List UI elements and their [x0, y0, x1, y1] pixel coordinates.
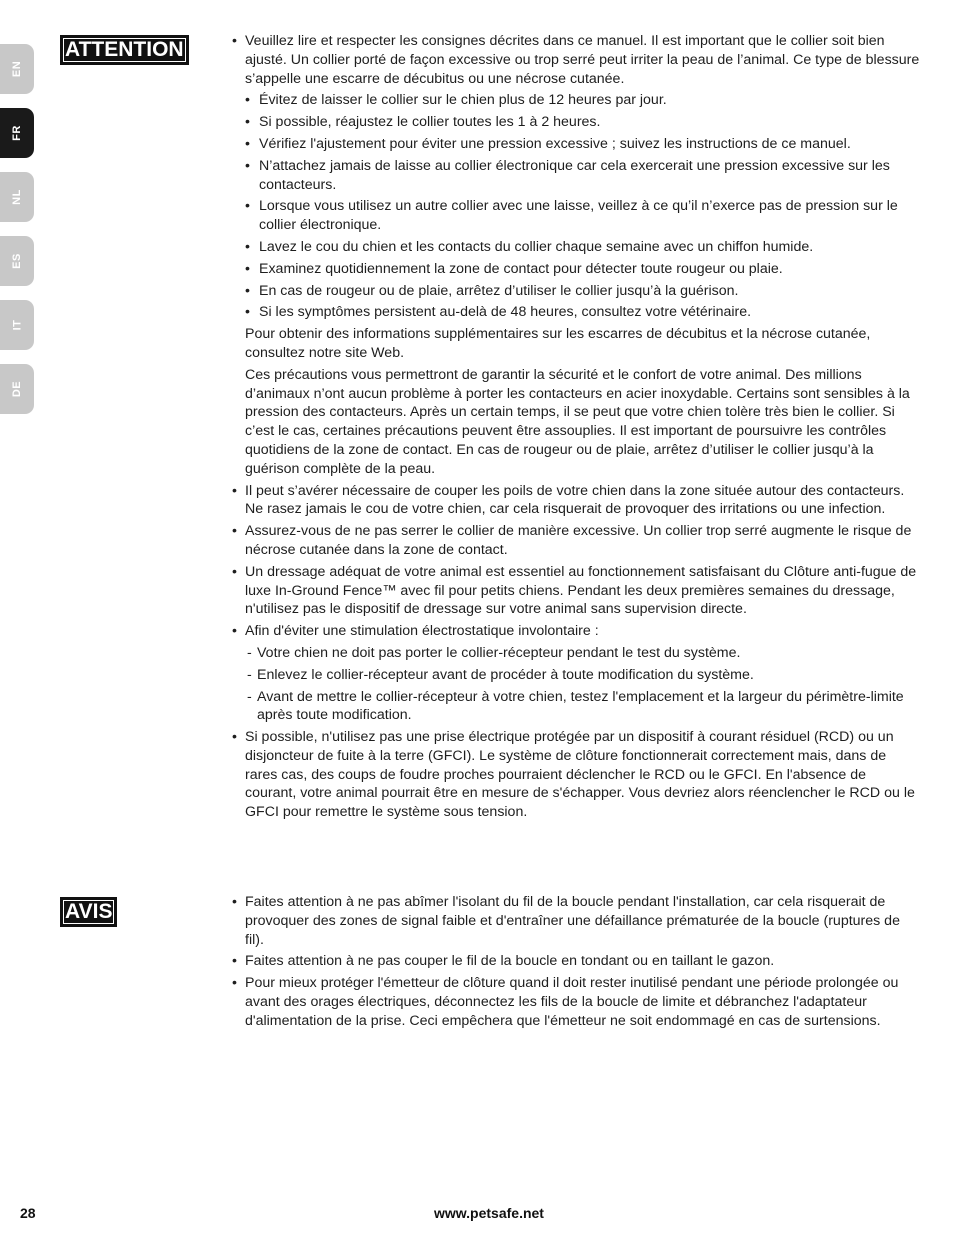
language-tab-it[interactable] — [0, 300, 34, 350]
list-item: • Veuillez lire et respecter les consignes décrites dans ce manuel. Il est important que le collier soit bien ajusté. Un collier porté de façon excessive ou trop serré peut irriter la peau de l’animal. Ce type de blessure s’appelle une escarre de décubitus ou une nécrose cutanée. — [232, 32, 920, 88]
list-item: • Si possible, réajustez le collier toutes les 1 à 2 heures. — [245, 113, 920, 132]
language-tabs — [0, 44, 34, 428]
list-item: • Examinez quotidiennement la zone de contact pour détecter toute rougeur ou plaie. — [245, 260, 920, 279]
list-item: • Lavez le cou du chien et les contacts du collier chaque semaine avec un chiffon humide. — [245, 238, 920, 257]
list-item: • N’attachez jamais de laisse au collier électronique car cela exercerait une pression excessive sur les contacteurs. — [245, 157, 920, 195]
avis-label: AVIS — [60, 897, 117, 927]
page-number: 28 — [20, 1205, 36, 1221]
language-tab-en[interactable] — [0, 44, 34, 94]
language-tab-nl[interactable] — [0, 172, 34, 222]
list-item: - Votre chien ne doit pas porter le collier-récepteur pendant le test du système. — [247, 644, 920, 663]
list-item: • Vérifiez l'ajustement pour éviter une pression excessive ; suivez les instructions de ce manuel. — [245, 135, 920, 154]
list-item: • Faites attention à ne pas couper le fil de la boucle en tondant ou en taillant le gazon. — [232, 952, 920, 971]
list-item: • Un dressage adéquat de votre animal est essentiel au fonctionnement satisfaisant du Clôture anti-fugue de luxe In-Ground Fence™ avec fil pour petits chiens. Pendant les deux premières semaines du dressage, n'utilisez pas le dispositif de dressage sur votre animal sans supervision directe. — [232, 563, 920, 619]
language-tab-label: FR — [10, 125, 23, 141]
list-item: • Pour mieux protéger l'émetteur de clôture quand il doit rester inutilisé pendant une période prolongée ou avant des orages électriques, déconnectez les fils de la boucle de limite et débranchez l'adaptateur d'alimentation de la prise. Ceci empêchera que l'émetteur ne soit endommagé en cas de surtensions. — [232, 974, 920, 1030]
language-tab-label: EN — [11, 60, 23, 78]
language-tab-label: ES — [11, 253, 23, 269]
avis-section — [232, 893, 920, 1034]
list-item: • Assurez-vous de ne pas serrer le collier de manière excessive. Un collier trop serré augmente le risque de nécrose cutanée dans la zone de contact. — [232, 522, 920, 560]
website-url: www.petsafe.net — [434, 1205, 544, 1221]
language-tab-label: NL — [10, 189, 23, 205]
language-tab-de[interactable] — [0, 364, 34, 414]
list-item: • Il peut s’avérer nécessaire de couper les poils de votre chien dans la zone située autour des contacteurs. Ne rasez jamais le cou de votre chien, car cela risquerait de provoquer des irritations ou une infection. — [232, 482, 920, 520]
list-item: • Évitez de laisser le collier sur le chien plus de 12 heures par jour. — [245, 91, 920, 110]
language-tab-es[interactable] — [0, 236, 34, 286]
language-tab-fr[interactable] — [0, 108, 34, 158]
paragraph: Pour obtenir des informations supplémentaires sur les escarres de décubitus et la nécrose cutanée, consultez notre site Web. — [245, 326, 871, 361]
language-tab-label: DE — [11, 380, 23, 398]
list-item: - Avant de mettre le collier-récepteur à votre chien, testez l'emplacement et la largeur du périmètre-limite après toute modification. — [247, 688, 920, 726]
list-item: • Si possible, n'utilisez pas une prise électrique protégée par un dispositif à courant résiduel (RCD) ou un disjoncteur de fuite à la terre (GFCI). Le système de clôture fonctionnerait correctement mais, dans de rares cas, des coups de foudre proches pourraient déclencher le RCD ou le GFCI. En l'absence de courant, votre animal pourrait être en mesure de s'échapper. Vous devriez alors réenclencher le RCD ou le GFCI pour remettre le système sous tension. — [232, 728, 920, 822]
list-item: - Enlevez le collier-récepteur avant de procéder à toute modification du système. — [247, 666, 920, 685]
language-tab-label: IT — [11, 319, 23, 331]
list-item: • Faites attention à ne pas abîmer l'isolant du fil de la boucle pendant l'installation, car cela risquerait de provoquer des zones de signal faible et d'entraîner une défaillance prématurée de la boucle (ruptures de fil). — [232, 893, 920, 949]
attention-label: ATTENTION — [60, 35, 189, 65]
paragraph: Ces précautions vous permettront de garantir la sécurité et le confort de votre animal. Des millions d’animaux n’ont aucun problème à porter les contacteurs en acier inoxydable. Certains sont sensibles à la pression des contacteurs. Après un certain temps, il se peut que votre chien tolère très bien le collier. Si c’est le cas, certaines précautions peuvent être assouplies. Il est important de poursuivre les contrôles quotidiens de la zone de contact. En cas de rougeur ou de plaie, arrêtez d’utiliser le collier jusqu’à la guérison complète de la peau. — [245, 366, 910, 477]
list-item: • Si les symptômes persistent au-delà de 48 heures, consultez votre vétérinaire. — [245, 303, 920, 322]
attention-section — [232, 32, 920, 825]
list-item: • Afin d'éviter une stimulation électrostatique involontaire : — [232, 622, 920, 641]
list-item: • En cas de rougeur ou de plaie, arrêtez d’utiliser le collier jusqu’à la guérison. — [245, 282, 920, 301]
list-item: • Lorsque vous utilisez un autre collier avec une laisse, veillez à ce qu’il n’exerce pas de pression sur le collier électronique. — [245, 197, 920, 235]
